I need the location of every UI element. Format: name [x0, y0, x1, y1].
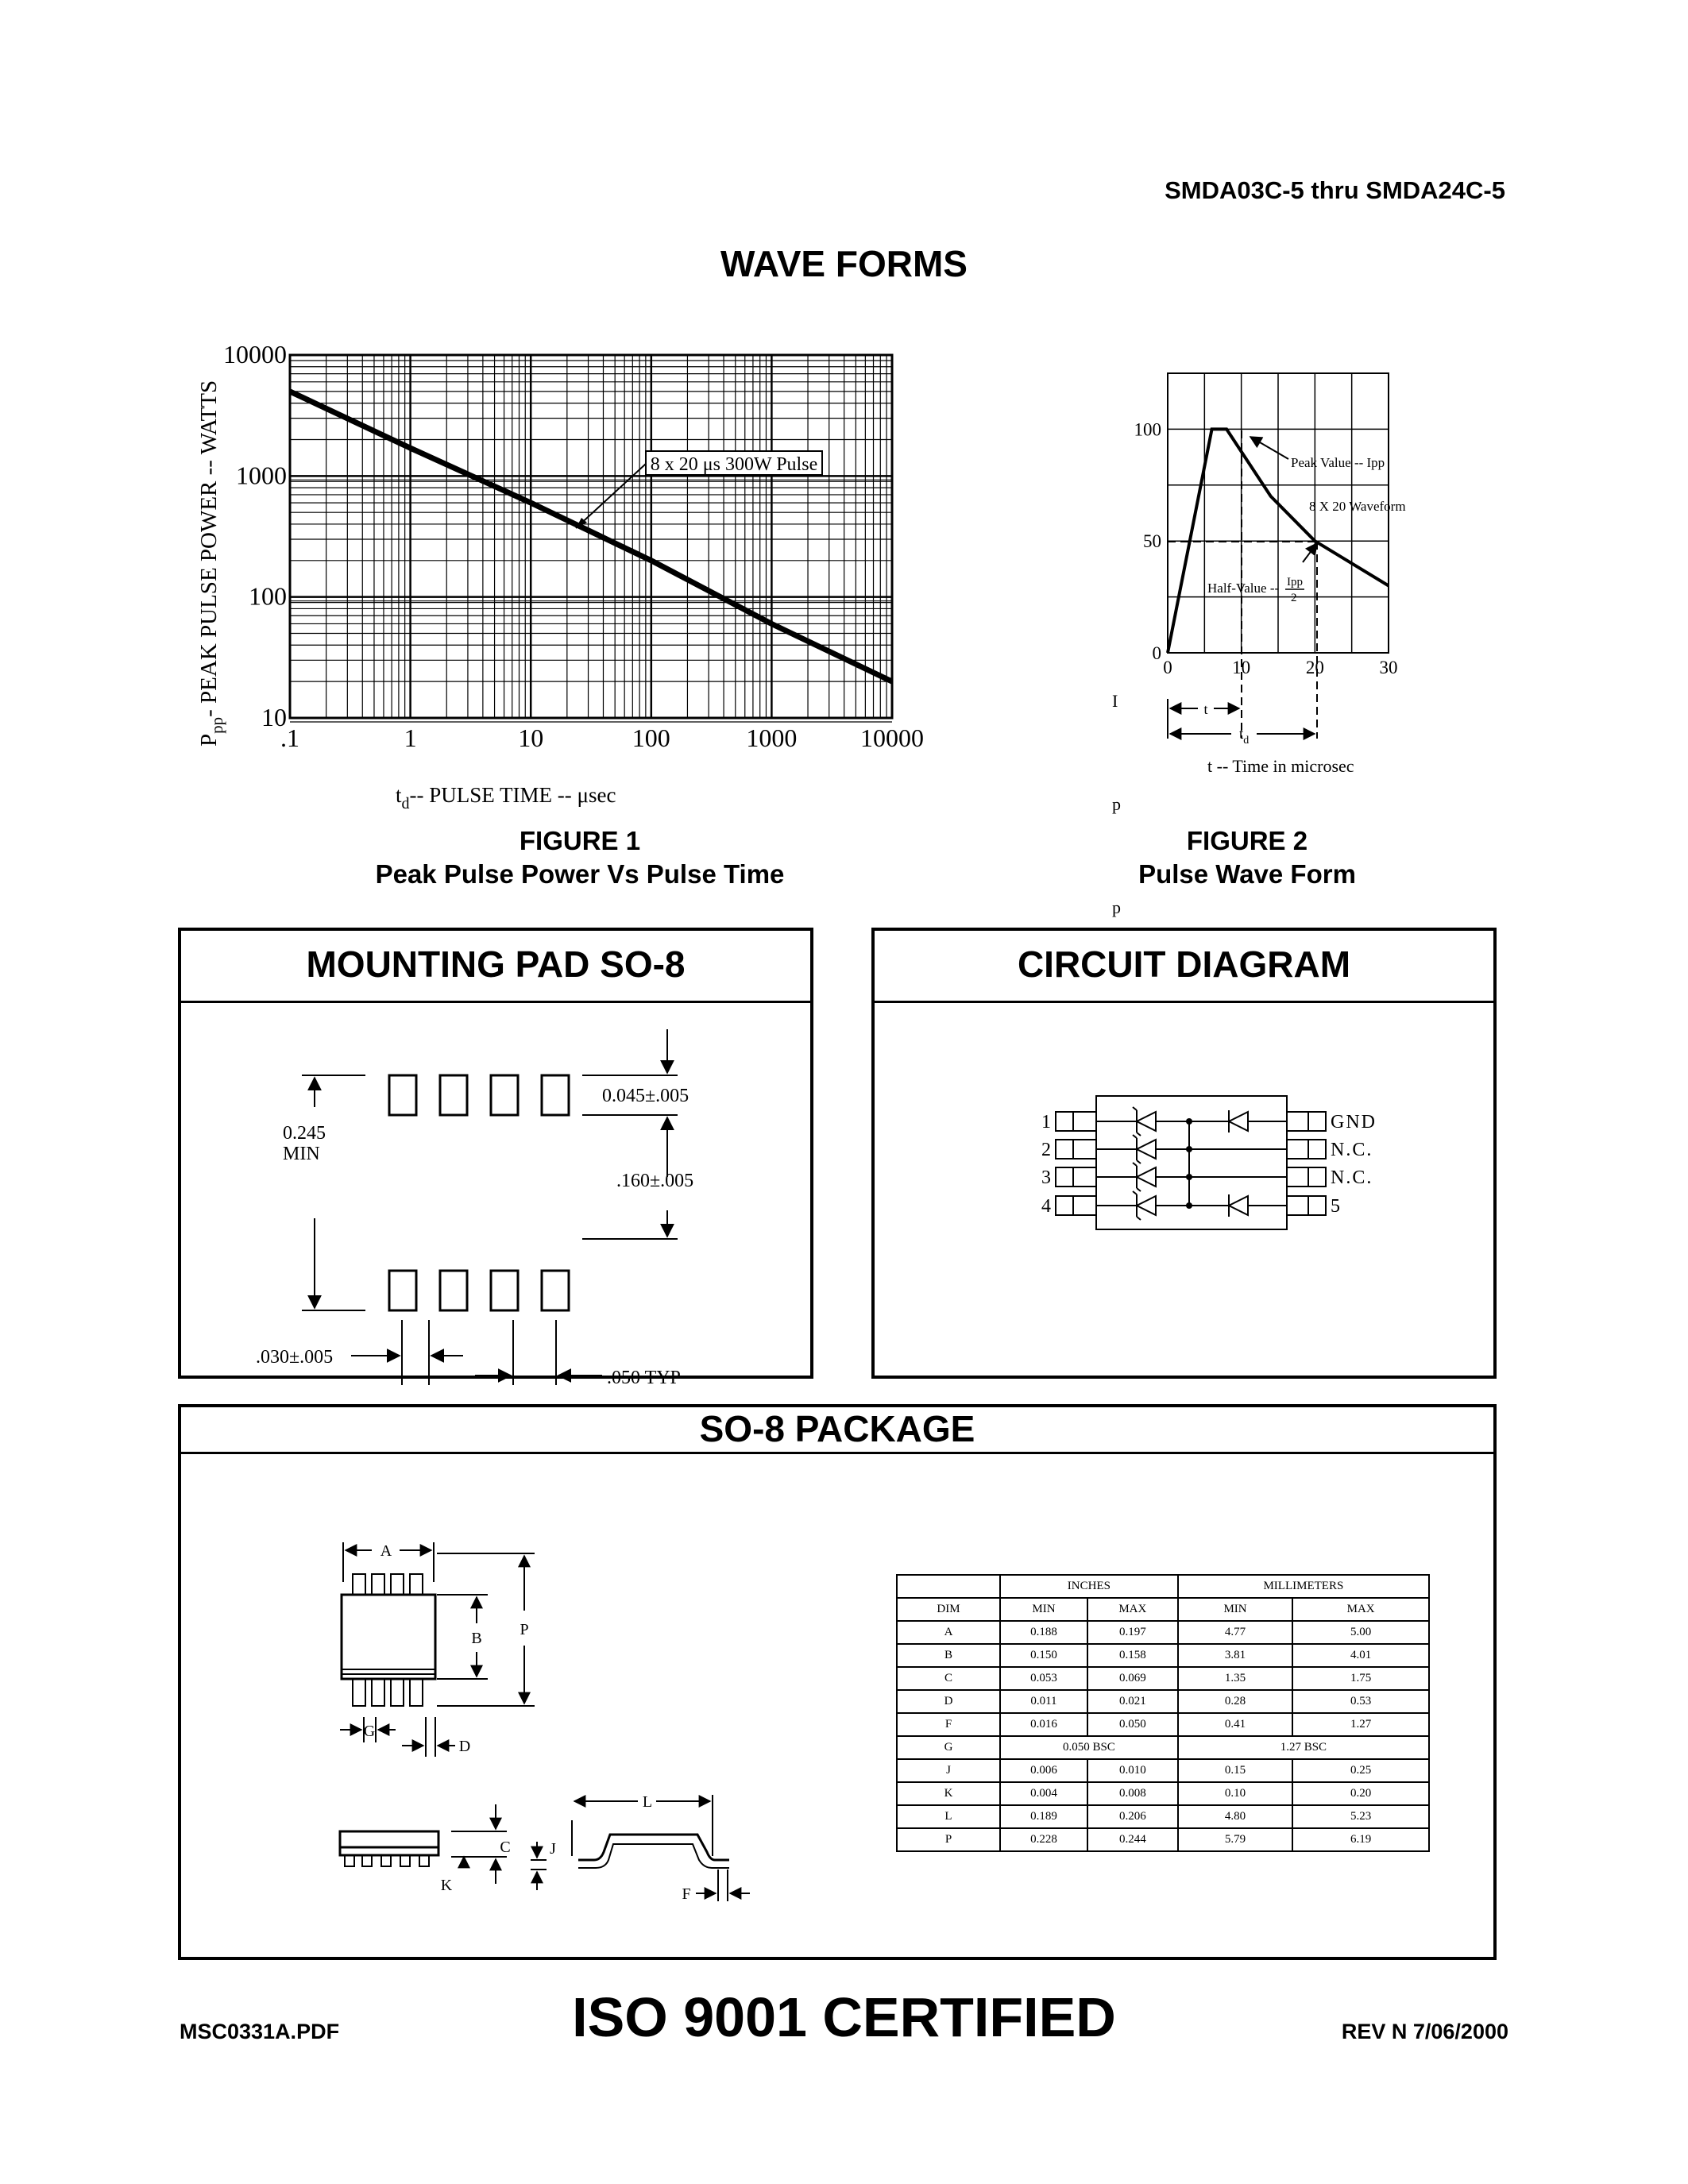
package-lead — [372, 1679, 384, 1706]
svg-text:J: J — [550, 1840, 556, 1858]
figure1-annotation — [576, 451, 822, 528]
table-cell: 0.41 — [1178, 1713, 1293, 1736]
table-row — [897, 1644, 1429, 1667]
figure1-x-tick-label: .1 — [280, 723, 299, 752]
figure1-ylabel: $P_{pp}-$ PEAK PULSE POWER -- WATTS — [196, 380, 226, 747]
figure1-x-tick-label: 1 — [404, 723, 417, 752]
pad-top — [491, 1075, 518, 1115]
table-cell: 1.27 — [1292, 1713, 1429, 1736]
table-cell: D — [897, 1690, 1000, 1713]
table-cell: 0.197 — [1087, 1621, 1178, 1644]
table-corner — [897, 1575, 1000, 1598]
right-pin-label: N.C. — [1331, 1140, 1373, 1160]
left-pin-label: 3 — [1041, 1167, 1051, 1188]
package-lead — [391, 1679, 404, 1706]
figure2-x-tick-label: 20 — [1305, 658, 1324, 677]
package-panel — [178, 1404, 1497, 1960]
table-cell: B — [897, 1644, 1000, 1667]
figure2-x-tick-label: 0 — [1163, 658, 1172, 677]
table-cell: 0.011 — [1000, 1690, 1087, 1713]
figure1-x-tick-label: 10000 — [860, 723, 924, 752]
junction-dot — [1186, 1118, 1192, 1125]
package-side-lead — [345, 1855, 354, 1866]
left-pin-box — [1056, 1112, 1073, 1131]
right-pin-label: N.C. — [1331, 1167, 1373, 1188]
svg-text:P: P — [520, 1621, 529, 1638]
table-cell: 0.008 — [1087, 1782, 1178, 1805]
table-cell: K — [897, 1782, 1000, 1805]
package-drawing — [181, 1455, 753, 1931]
table-cell: 0.010 — [1087, 1759, 1178, 1782]
figure1-caption — [342, 824, 818, 891]
pad-top — [542, 1075, 569, 1115]
figure1-plot-border — [290, 355, 892, 718]
table-cell: 1.75 — [1292, 1667, 1429, 1690]
table-cell: 0.28 — [1178, 1690, 1293, 1713]
table-cell: 5.23 — [1292, 1805, 1429, 1828]
tvs-diode-icon — [1137, 1167, 1156, 1187]
figure2-label: FIGURE 2 — [1186, 826, 1308, 855]
table-cell: 0.016 — [1000, 1713, 1087, 1736]
junction-dot — [1186, 1146, 1192, 1152]
table-cell: 4.80 — [1178, 1805, 1293, 1828]
footer-file: MSC0331A.PDF — [180, 2020, 340, 2043]
figure1-chart — [183, 334, 937, 826]
pad-bottom — [389, 1271, 416, 1310]
pad-bottom — [491, 1271, 518, 1310]
mounting-pad-title: MOUNTING PAD SO-8 — [181, 931, 810, 1003]
table-cell: 0.206 — [1087, 1805, 1178, 1828]
figure1-xlabel: $t_d--$ PULSE TIME -- μsec — [396, 783, 616, 812]
dim-pad-pitch: .050 TYP — [607, 1368, 681, 1388]
table-cell: 0.150 — [1000, 1644, 1087, 1667]
part-range-header: SMDA03C-5 thru SMDA24C-5 — [1165, 176, 1505, 204]
figure1-series-line — [290, 392, 892, 681]
dim-pad-width: .030±.005 — [256, 1347, 334, 1368]
svg-text:8 X 20 Waveform: 8 X 20 Waveform — [1309, 499, 1406, 514]
package-lead — [410, 1679, 423, 1706]
table-col-in-max: MAX — [1087, 1598, 1178, 1621]
package-side-lead — [400, 1855, 410, 1866]
svg-text:D: D — [458, 1738, 471, 1755]
right-pin-box — [1308, 1112, 1326, 1131]
dim-overall-height-1: 0.245 — [283, 1123, 326, 1144]
table-cell: A — [897, 1621, 1000, 1644]
package-lead — [353, 1679, 365, 1706]
footer-certification: ISO 9001 CERTIFIED — [572, 1986, 1116, 2048]
table-cell: L — [897, 1805, 1000, 1828]
pad-bottom — [440, 1271, 467, 1310]
package-dim-letters — [364, 1542, 691, 1903]
figure1-tick-labels — [223, 340, 924, 752]
package-lead — [391, 1574, 404, 1595]
svg-text:K: K — [440, 1877, 453, 1894]
figure2-ylabel-1: I — [1112, 691, 1118, 711]
svg-text:F: F — [682, 1885, 691, 1903]
figure1-title: Peak Pulse Power Vs Pulse Time — [375, 859, 785, 889]
circuit-title: CIRCUIT DIAGRAM — [875, 931, 1493, 1003]
svg-text:G: G — [363, 1723, 376, 1740]
tvs-diode-icon — [1137, 1196, 1156, 1215]
table-cell: 5.00 — [1292, 1621, 1429, 1644]
table-cell: 0.021 — [1087, 1690, 1178, 1713]
table-cell: P — [897, 1828, 1000, 1851]
footer-revision: REV N 7/06/2000 — [1341, 2020, 1508, 2043]
pad-array — [389, 1075, 569, 1310]
table-row — [897, 1805, 1429, 1828]
left-pin-label: 4 — [1041, 1196, 1051, 1217]
table-cell: 0.10 — [1178, 1782, 1293, 1805]
right-pin-box — [1308, 1196, 1326, 1215]
figure1-y-tick-label: 1000 — [236, 461, 287, 490]
figure1-y-tick-label: 10000 — [223, 340, 287, 369]
table-cell: 0.25 — [1292, 1759, 1429, 1782]
table-cell: 0.053 — [1000, 1667, 1087, 1690]
package-lead — [372, 1574, 384, 1595]
table-group-mm: MILLIMETERS — [1178, 1575, 1429, 1598]
table-cell: 0.004 — [1000, 1782, 1087, 1805]
mounting-pad-drawing — [181, 1002, 810, 1388]
svg-text:A: A — [380, 1542, 392, 1560]
table-cell: 0.050 — [1087, 1713, 1178, 1736]
svg-text:Ipp: Ipp — [1287, 576, 1303, 588]
figure1-x-tick-label: 1000 — [746, 723, 798, 752]
package-side-lead — [419, 1855, 429, 1866]
figure2-title: Pulse Wave Form — [1138, 859, 1356, 889]
left-pin-box — [1056, 1167, 1073, 1187]
ic-body — [1096, 1096, 1287, 1229]
table-cell: 0.006 — [1000, 1759, 1087, 1782]
figure2-x-tick-label: 10 — [1232, 658, 1251, 677]
figure1-y-tick-label: 10 — [261, 703, 287, 731]
figure1-label: FIGURE 1 — [519, 826, 641, 855]
circuit-panel — [871, 928, 1497, 1379]
section-title: WAVE FORMS — [720, 243, 968, 284]
figure2-y-tick-label: 100 — [1134, 419, 1161, 440]
table-cell: C — [897, 1667, 1000, 1690]
tvs-diode-icon — [1137, 1140, 1156, 1159]
left-pin-label: 2 — [1041, 1140, 1051, 1160]
table-col-dim: DIM — [897, 1598, 1000, 1621]
table-row — [897, 1667, 1429, 1690]
svg-text:2: 2 — [1291, 592, 1297, 604]
figure2-caption — [1088, 824, 1406, 891]
junction-dot — [1186, 1174, 1192, 1180]
svg-text:Peak Value -- Ipp: Peak Value -- Ipp — [1291, 455, 1385, 470]
table-col-mm-min: MIN — [1178, 1598, 1293, 1621]
table-cell: G — [897, 1736, 1000, 1759]
pad-bottom — [542, 1271, 569, 1310]
figure1-annotation-text: 8 x 20 μs 300W Pulse — [650, 454, 818, 475]
table-cell: 0.189 — [1000, 1805, 1087, 1828]
table-cell: 0.158 — [1087, 1644, 1178, 1667]
left-pin-box — [1056, 1196, 1073, 1215]
table-row — [897, 1736, 1429, 1759]
table-cell: 4.01 — [1292, 1644, 1429, 1667]
table-row — [897, 1828, 1429, 1851]
table-col-mm-max: MAX — [1292, 1598, 1429, 1621]
figure2-x-tick-label: 30 — [1379, 658, 1398, 677]
table-cell: 0.53 — [1292, 1690, 1429, 1713]
pad-top — [389, 1075, 416, 1115]
package-dimension-table — [896, 1574, 1430, 1852]
right-pin-box — [1308, 1167, 1326, 1187]
package-side-lead — [362, 1855, 372, 1866]
table-cell: 4.77 — [1178, 1621, 1293, 1644]
table-cell: 1.35 — [1178, 1667, 1293, 1690]
table-cell: 0.188 — [1000, 1621, 1087, 1644]
package-side-lead — [381, 1855, 391, 1866]
table-cell: 1.27 BSC — [1178, 1736, 1429, 1759]
dim-overall-height-2: MIN — [283, 1144, 320, 1164]
figure2-xlabel: t -- Time in microsec — [1207, 756, 1354, 776]
dim-row-pitch: .160±.005 — [616, 1171, 694, 1191]
tvs-diode-icon — [1229, 1196, 1248, 1215]
package-lead — [353, 1574, 365, 1595]
table-row — [897, 1782, 1429, 1805]
table-cell: 0.20 — [1292, 1782, 1429, 1805]
circuit-rows — [1041, 1107, 1377, 1220]
table-row — [897, 1621, 1429, 1644]
svg-text:B: B — [471, 1630, 482, 1647]
table-cell: 3.81 — [1178, 1644, 1293, 1667]
package-lead — [410, 1574, 423, 1595]
pad-top — [440, 1075, 467, 1115]
package-title: SO-8 PACKAGE — [181, 1407, 1493, 1454]
mounting-pad-panel — [178, 928, 813, 1388]
table-cell: 0.228 — [1000, 1828, 1087, 1851]
figure2-y-tick-label: 0 — [1152, 643, 1161, 663]
svg-text:L: L — [642, 1793, 653, 1811]
figure1-y-tick-label: 100 — [249, 581, 287, 611]
table-cell: 0.069 — [1087, 1667, 1178, 1690]
right-pin-box — [1308, 1140, 1326, 1159]
right-pin-label: GND — [1331, 1112, 1377, 1133]
junction-dot — [1186, 1202, 1192, 1209]
table-cell: J — [897, 1759, 1000, 1782]
table-row — [897, 1713, 1429, 1736]
svg-text:t: t — [1203, 701, 1208, 717]
svg-text:C: C — [500, 1839, 511, 1856]
table-cell: 0.15 — [1178, 1759, 1293, 1782]
table-row — [897, 1690, 1429, 1713]
figure2-y-tick-label: 50 — [1143, 531, 1161, 552]
table-cell: F — [897, 1713, 1000, 1736]
table-row — [897, 1759, 1429, 1782]
table-cell: 5.79 — [1178, 1828, 1293, 1851]
table-group-inches: INCHES — [1000, 1575, 1178, 1598]
left-pin-label: 1 — [1041, 1112, 1051, 1133]
figure1-x-tick-label: 10 — [518, 723, 544, 752]
figure2-ylabel-2: p — [1112, 794, 1121, 814]
figure1-x-tick-label: 100 — [632, 723, 670, 752]
table-cell: 6.19 — [1292, 1828, 1429, 1851]
figure2-ylabel-3: p — [1112, 897, 1121, 917]
right-pin-label: 5 — [1331, 1196, 1342, 1217]
tvs-diode-icon — [1229, 1112, 1248, 1131]
tvs-diode-icon — [1137, 1112, 1156, 1131]
left-pin-box — [1056, 1140, 1073, 1159]
table-col-in-min: MIN — [1000, 1598, 1087, 1621]
table-cell: 0.244 — [1087, 1828, 1178, 1851]
figure1-grid — [290, 355, 892, 722]
dim-pad-height: 0.045±.005 — [602, 1086, 689, 1106]
svg-text:td: $t_d$ — [1239, 726, 1250, 747]
circuit-drawing — [875, 1002, 1493, 1376]
svg-text:Half-Value --: Half-Value -- — [1207, 581, 1280, 596]
table-cell: 0.050 BSC — [1000, 1736, 1178, 1759]
